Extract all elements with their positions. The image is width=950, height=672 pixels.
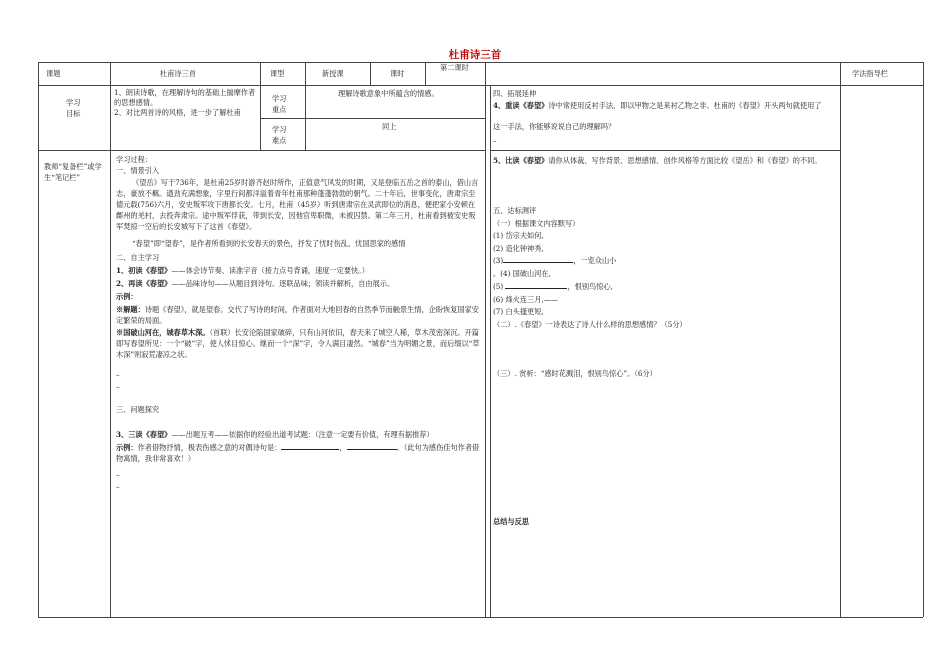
first-couplet-text: （首联）长安沦陷国家破碎，只有山河依旧，春天来了城空人稀，草木茂密深沉。开篇即写春望所见：一个“破”字，使人怵目惊心。继而一个“深”字，令人满目凄然。“城春”当为明媚之景，而后缀以“草木深”则寂荒凄凉之状。 <box>116 328 480 359</box>
difficulty-label-2: 难点 <box>272 136 287 145</box>
note-dash-4: – <box>116 482 120 491</box>
note-dash-2: – <box>116 382 120 391</box>
compare-label: 5、比读《春望》 <box>493 156 549 165</box>
period-value: 第二课时 <box>440 63 469 72</box>
note-dash-3: – <box>116 470 120 479</box>
note-dash-5: – <box>493 136 497 145</box>
dictation-item-1: (1) 岱宗夫如何, <box>493 231 544 240</box>
reread-label: 4、重读《春望》 <box>493 101 549 110</box>
dictation-heading: （一）根据课文内容默写） <box>493 219 580 228</box>
third-read-label: 3、三读《春望》 <box>116 430 172 439</box>
section-inquiry: 三、问题探究 <box>116 405 160 414</box>
dictation-item-3-num: (3) <box>493 256 504 265</box>
dictation-item-5-text: ，恨别鸟惊心, <box>567 282 613 291</box>
intro-spring-paragraph: “春望”即“望春”，是作者所看到的长安春天的景色，抒发了忧时伤乱、忧国思家的感情 <box>132 239 406 248</box>
example-3-tail: 。（此句为感伤佳句作者借物寓情，我非常喜欢！） <box>116 443 480 463</box>
type-label: 课型 <box>270 69 285 78</box>
title-explain-label: ※解题： <box>116 305 145 314</box>
section-extension: 四、拓展延伸 <box>493 89 537 98</box>
objectives-text: 1、朗读诗歌，在理解诗句的基础上揣摩作者的思想感情。 2、对比两首诗的风格，进一步了解杜甫 <box>114 88 256 117</box>
second-read-text: ——品味诗句——从题目到诗句。逐联品味；领读并解析，自由展示。 <box>171 279 395 288</box>
example-label: 示例： <box>116 292 138 301</box>
dictation-blank-3[interactable] <box>503 262 573 263</box>
example-3-label: 示例： <box>116 443 138 452</box>
guide-column-label: 学法指导栏 <box>852 69 888 78</box>
answer-blank-2[interactable] <box>347 449 397 450</box>
answer-blank-1[interactable] <box>281 449 339 450</box>
dictation-item-6: (6) 烽火连三月,—— <box>493 295 559 304</box>
difficulty-value: 同上 <box>382 122 397 131</box>
section-self-study: 二、自主学习 <box>116 253 160 262</box>
section-intro: 一、情景引入 <box>116 166 160 175</box>
key-label-1: 学习 <box>272 94 287 103</box>
key-value: 理解诗歌意象中所蕴含的情感。 <box>338 89 439 98</box>
period-label: 课时 <box>390 69 405 78</box>
dictation-item-7: (7) 白头搔更短, <box>493 307 544 316</box>
dictation-item-2: (2) 造化钟神秀, <box>493 244 544 253</box>
example-3-text: 作者借物抒情，极表伤感之意的对偶诗句是： <box>137 443 282 452</box>
teacher-notes-label: 教师“复备栏”或学生“笔记栏” <box>44 162 102 182</box>
lesson-label: 课题 <box>46 69 61 78</box>
objectives-label-2: 目标 <box>66 109 81 118</box>
key-label-2: 重点 <box>272 105 287 114</box>
first-read-text: ——体会诗节奏、读准字音（接力点号背诵，速度一定要快。） <box>171 266 369 275</box>
title-explain-text: 诗题《春望》，就是望春。交代了写诗的时间，作者面对大地回春的自然季节而触景生情，企盼恢复国家安定繁荣的局面。 <box>116 305 479 325</box>
dictation-blank-5[interactable] <box>505 288 567 289</box>
intro-paragraph: 《望岳》写于736年，是杜甫25岁时游齐赵时所作，正值意气风发的时期，又是登临五岳之首的泰山，借山言志，豪放不羁。遒劲充满想象，字里行间都洋溢着青年杜甫那种蓬蓬勃勃的朝气。二十年后，世事变化，唐肃宗至德元载(756)六月，安史叛军攻下唐都长安。七月，杜甫（45岁）听到唐肃宗在灵武即位的消息，便把家小安顿在鄜州的羌村，去投奔肃宗。途中叛军俘获，带到长安，因他官卑职微，未被囚禁。第二年三月，杜甫看到被安史叛军焚掠一空后的长安城写下了这首《春望》。 <box>116 178 479 231</box>
process-heading: 学习过程： <box>116 155 152 164</box>
reread-text: 诗中常使用反衬手法，即以甲物之是来衬乙物之非。杜甫的《春望》开头两句就使用了 <box>548 101 822 110</box>
feeling-question: （二）.《春望》一诗表达了诗人什么样的思想感情？（5分） <box>493 320 687 329</box>
appreciation-question: （三）. 赏析：“感时花溅泪，恨别鸟惊心”。（6分） <box>493 369 657 378</box>
first-read-label: 1、初读《春望》 <box>116 266 172 275</box>
summary-heading: 总结与反思 <box>493 517 529 526</box>
dictation-item-5-num: (5) <box>493 282 506 291</box>
section-assessment: 五、达标测评 <box>493 206 537 215</box>
type-value: 新授课 <box>322 69 344 78</box>
third-read-text: ——出题互考——依据你的经验出道考试题：（注意一定要有价值，有理有据推荐） <box>171 430 434 439</box>
page-title: 杜甫诗三首 <box>448 49 502 61</box>
dictation-item-4: 。(4) 国破山河在, <box>493 269 551 278</box>
compare-text: 请你从体裁、写作背景、思想感情、创作风格等方面比较《望岳》和《春望》的不同。 <box>548 156 822 165</box>
lesson-value: 杜甫诗三首 <box>160 69 196 78</box>
second-read-label: 2、再读《春望》 <box>116 279 172 288</box>
dictation-item-3-text: ，一览众山小 <box>573 256 617 265</box>
first-couplet-label: ※国破山河在，城春草木深。 <box>116 328 210 337</box>
difficulty-label-1: 学习 <box>272 125 287 134</box>
objectives-label-1: 学习 <box>66 98 81 107</box>
reread-question: 这一手法，你能够说说自己的理解吗？ <box>493 122 616 131</box>
note-dash-1: – <box>116 370 120 379</box>
